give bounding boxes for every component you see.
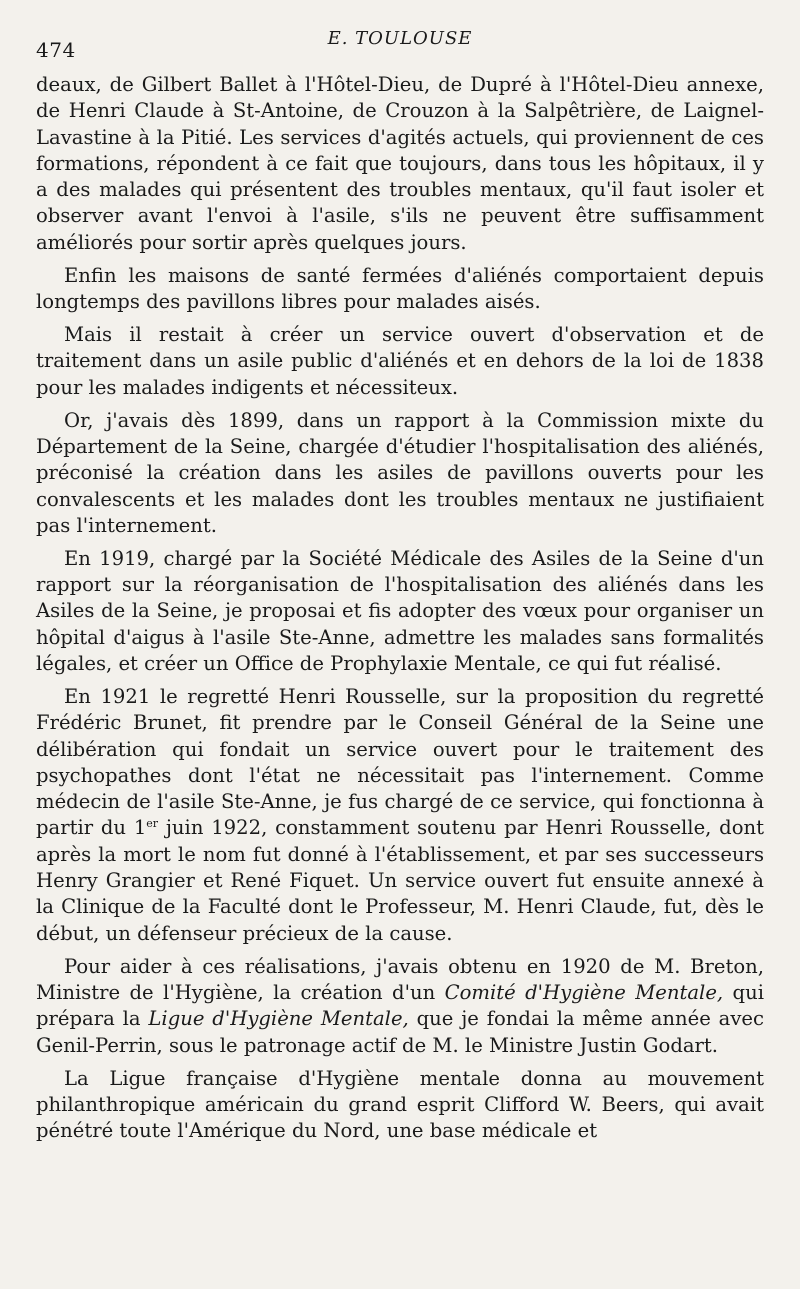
paragraph: La Ligue française d'Hygiène mentale donna au mouvement philanthropique américain du grand esprit Clifford W. Beers, qui avait pénétré toute l'Amérique du Nord, une base médicale et — [36, 1066, 764, 1143]
page-header — [36, 24, 764, 62]
paragraph: En 1919, chargé par la Société Médicale des Asiles de la Seine d'un rapport sur la réorganisation de l'hospitalisation des aliénés dans les Asiles de la Seine, je proposai et fis adopter des vœux pour organiser un hôpital d'aigus à l'asile Ste-Anne, admettre les malades sans formalités légales, et créer un Office de Prophylaxie Mentale, ce qui fut réalisé. — [36, 546, 764, 675]
paragraph-text: Pour aider à ces réalisations, j'avais obtenu en 1920 de M. Breton, Ministre de l'Hygiène, la création d'un — [36, 954, 764, 1004]
paragraph: Mais il restait à créer un service ouvert d'observation et de traitement dans un asile public d'aliénés et en dehors de la loi de 1838 pour les malades indigents et nécessiteux. — [36, 323, 764, 399]
paragraph — [36, 684, 764, 947]
body-text — [36, 72, 764, 1144]
paragraph — [36, 954, 764, 1059]
paragraph-text: que je fondai la même année avec Genil-Perrin, sous le patronage actif de M. le Ministre Justin Godart. — [36, 1007, 765, 1057]
ordinal-superscript: er — [146, 817, 159, 831]
running-head: E. TOULOUSE — [327, 28, 473, 49]
italic-title: Ligue d'Hygiène Mentale, — [148, 1007, 409, 1031]
paragraph: Enfin les maisons de santé fermées d'aliénés comportaient depuis longtemps des pavillons libres pour malades aisés. — [36, 263, 764, 314]
paragraph-text: juin 1922, constamment soutenu par Henri Rousselle, dont après la mort le nom fut donné à l'établissement, et par ses successeurs Henry Grangier et René Fiquet. Un service ouvert fut ensuite annexé à la Clinique de la Faculté dont le Professeur, M. Henri Claude, fut, dès le début, un défenseur précieux de la cause. — [36, 816, 765, 945]
paragraph-text: En 1921 le regretté Henri Rousselle, sur la proposition du regretté Frédéric Brunet, fit prendre par le Conseil Général de la Seine une délibération qui fondait un service ouvert pour le traitement des psychopathes dont l'état ne nécessitait pas l'internement. Comme médecin de l'asile Ste-Anne, je fus chargé de ce service, qui fonctionna à partir du 1 — [36, 684, 764, 840]
page-number: 474 — [36, 38, 76, 62]
paragraph-text: qui prépara la — [36, 980, 764, 1031]
italic-title: Comité d'Hygiène Mentale, — [444, 980, 724, 1004]
paragraph: Or, j'avais dès 1899, dans un rapport à la Commission mixte du Département de la Seine, chargée d'étudier l'hospitalisation des aliénés, préconisé la création dans les asiles de pavillons ouverts pour les convalescents et les malades dont les troubles mentaux ne justifiaient pas l'internement. — [36, 408, 764, 537]
paragraph: deaux, de Gilbert Ballet à l'Hôtel-Dieu, de Dupré à l'Hôtel-Dieu annexe, de Henri Claude à St-Antoine, de Crouzon à la Salpêtrière, de Laignel-Lavastine à la Pitié. Les services d'agités actuels, qui proviennent de ces formations, répondent à ce fait que toujours, dans tous les hôpitaux, il y a des malades qui présentent des troubles mentaux, qu'il faut isoler et observer avant l'envoi à l'asile, s'ils ne peuvent être suffisamment améliorés pour sortir après quelques jours. — [36, 73, 764, 254]
